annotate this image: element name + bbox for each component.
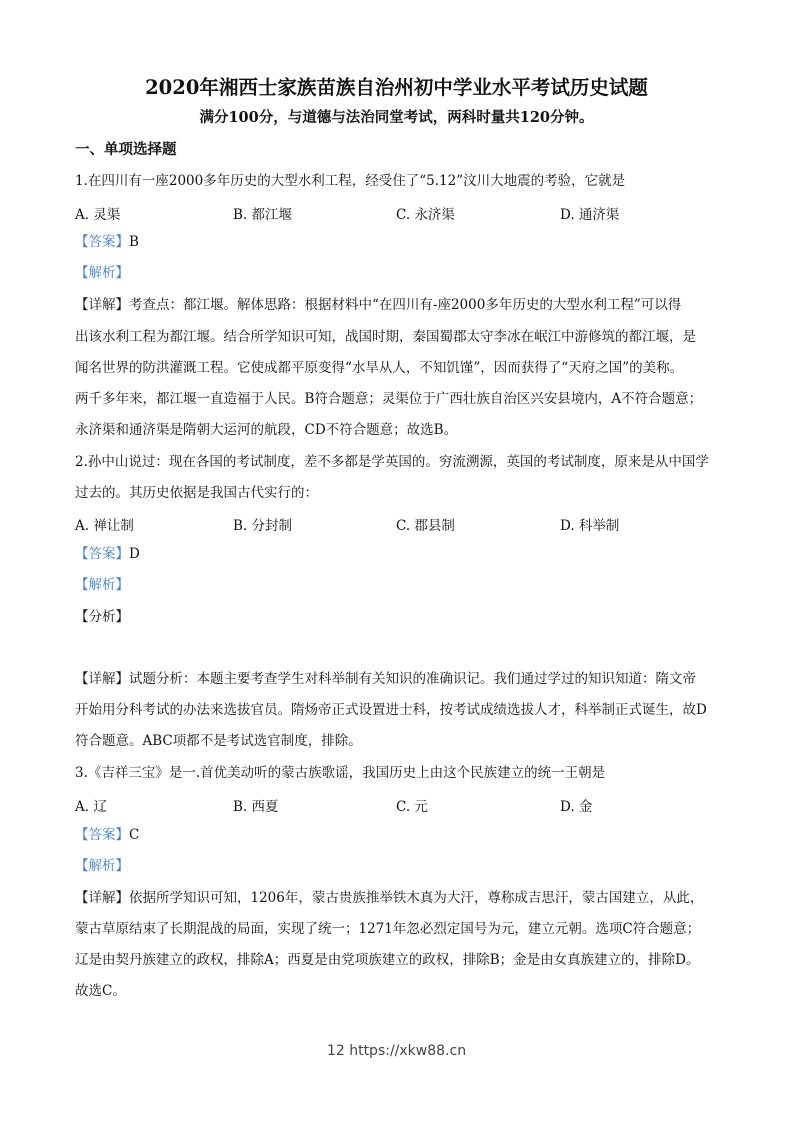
q2-option-b: B. 分封制: [233, 518, 293, 534]
q1-analysis-label: 【解析】: [75, 265, 129, 281]
detail-label: 【详解】: [75, 890, 129, 906]
q1-detail-line: 出该水利工程为都江堰。结合所学知识可知，战国时期，秦国蜀郡太守李冰在岷江中游修筑的都江堰，是: [75, 329, 696, 345]
q3-option-c: C. 元: [396, 799, 428, 815]
q3-detail-line: 故选C。: [75, 983, 126, 999]
q2-option-d: D. 科举制: [560, 518, 620, 534]
q2-option-a: A. 禅让制: [75, 518, 134, 534]
q3-option-a: A. 辽: [75, 799, 107, 815]
q1-detail-line: [75, 296, 681, 314]
q1-option-c: C. 永济渠: [396, 207, 455, 223]
q2-detail-line: 符合题意。ABC项都不是考试选官制度，排除。: [75, 733, 362, 749]
q1-detail-line: 两千多年来，都江堰一直造福于人民。B符合题意；灵渠位于广西壮族自治区兴安县境内，A不符合题意；: [75, 391, 703, 407]
q1-option-b: B. 都江堰: [233, 207, 293, 223]
document-subtitle: 满分100分，与道德与法治同堂考试，两科时量共120分钟。: [199, 109, 594, 126]
q3-detail-line: [75, 889, 703, 907]
q2-option-c: C. 郡县制: [396, 518, 455, 534]
detail-text: 试题分析：本题主要考查学生对科举制有关知识的准确识记。我们通过学过的知识知道：隋文帝: [129, 671, 696, 687]
q3-option-b: B. 西夏: [233, 799, 279, 815]
answer-label: 【答案】: [75, 546, 129, 562]
section-heading: 一、单项选择题: [75, 141, 177, 158]
page-footer: 12 https://xkw88.cn: [326, 1043, 467, 1059]
answer-label: 【答案】: [75, 827, 129, 843]
document-title: 2020年湘西士家族苗族自治州初中学业水平考试历史试题: [145, 76, 648, 99]
answer-value: D: [129, 546, 140, 562]
q1-answer: [75, 233, 139, 251]
detail-label: 【详解】: [75, 671, 129, 687]
q3-option-d: D. 金: [560, 799, 593, 815]
q2-analysis-label: 【解析】: [75, 577, 129, 593]
question-3-stem: 3.《吉祥三宝》是一.首优美动听的蒙古族歌谣，我国历史上由这个民族建立的统一王朝是: [75, 765, 606, 781]
q1-detail-line: 永济渠和通济渠是隋朝大运河的航段，CD不符合题意；故选B。: [75, 422, 458, 438]
q3-detail-line: 蒙古草原结束了长期混战的局面，实现了统一；1271年忽必烈定国号为元，建立元朝。选项C符合题意；: [75, 921, 701, 937]
q2-detail-line: [75, 670, 696, 688]
q1-detail-line: 闻名世界的防洪灌溉工程。它使成都平原变得“水旱从人，不知饥馑”，因而获得了“天府之国”的美称。: [75, 360, 684, 376]
q1-option-a: A. 灵渠: [75, 207, 121, 223]
q2-detail-line: 开始用分科考试的办法来选拔官员。隋炀帝正式设置进士科，按考试成绩选拔人才，科举制正式诞生，故D: [75, 702, 707, 718]
detail-label: 【详解】: [75, 297, 129, 313]
question-2-stem: 2.孙中山说过：现在各国的考试制度，差不多都是学英国的。穷流溯源，英国的考试制度，原来是从中国学: [75, 454, 709, 470]
q1-option-d: D. 通济渠: [560, 207, 620, 223]
answer-value: C: [129, 827, 140, 843]
question-1-stem: 1.在四川有一座2000多年历史的大型水利工程，经受住了“5.12”汶川大地震的考验，它就是: [75, 173, 626, 189]
q3-detail-line: 辽是由契丹族建立的政权，排除A；西夏是由党项族建立的政权，排除B；金是由女真族建立的，排除D。: [75, 952, 700, 968]
q3-analysis-label: 【解析】: [75, 858, 129, 874]
question-2-stem: 过去的。其历史依据是我国古代实行的：: [75, 485, 318, 501]
answer-value: B: [129, 234, 139, 250]
detail-text: 考查点：都江堰。解体思路：根据材料中“在四川有-座2000多年历史的大型水利工程”可以得: [129, 297, 682, 313]
answer-label: 【答案】: [75, 234, 129, 250]
detail-text: 依据所学知识可知，1206年，蒙古贵族推举铁木真为大汗，尊称成吉思汗，蒙古国建立，从此，: [129, 890, 704, 906]
q3-answer: [75, 826, 139, 844]
q2-fenxi-label: 【分析】: [75, 609, 129, 625]
q2-answer: [75, 545, 140, 563]
